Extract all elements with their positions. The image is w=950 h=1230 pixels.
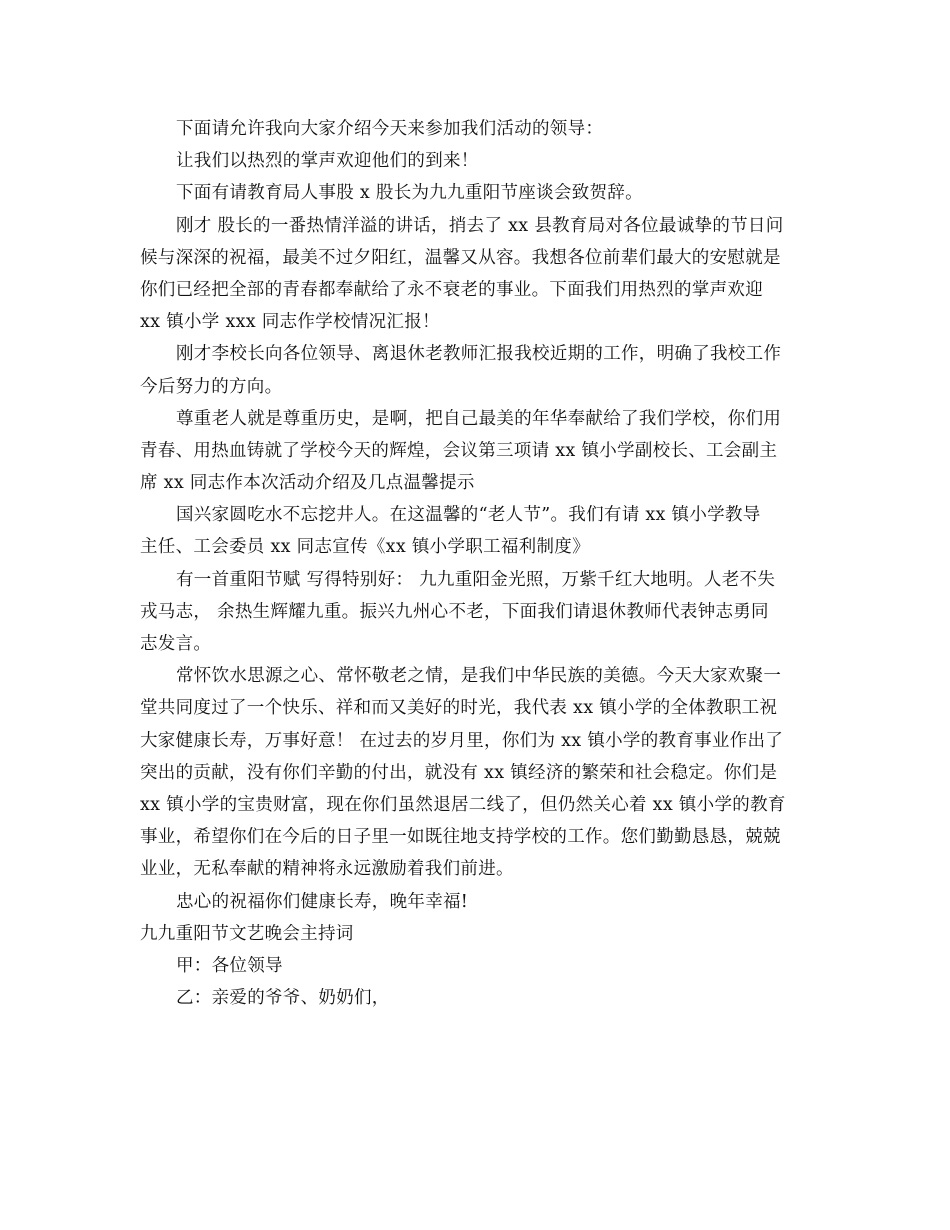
paragraph-line: 国兴家圆吃水不忘挖井人。在这温馨的“老人节”。我们有请 xx 镇小学教导 bbox=[176, 505, 761, 526]
paragraph-line: 志发言。 bbox=[140, 634, 212, 654]
paragraph-line: 下面请允许我向大家介绍今天来参加我们活动的领导： bbox=[176, 119, 604, 139]
paragraph-line: 堂共同度过了一个快乐、祥和而又美好的时光，我代表 xx 镇小学的全体教职工祝 bbox=[140, 698, 778, 719]
paragraph-line: 刚才李校长向各位领导、离退休老教师汇报我校近期的工作，明确了我校工作 bbox=[176, 344, 782, 365]
paragraph-line: xx 镇小学 xxx 同志作学校情况汇报！ bbox=[140, 312, 440, 333]
paragraph-line: 有一首重阳节赋 写得特别好： 九九重阳金光照，万紫千红大地明。人老不失 bbox=[176, 569, 776, 590]
paragraph-line: 你们已经把全部的青春都奉献给了永不衰老的事业。下面我们用热烈的掌声欢迎 bbox=[140, 279, 763, 300]
paragraph-line: 下面有请教育局人事股 x 股长为九九重阳节座谈会致贺辞。 bbox=[176, 183, 643, 204]
section-heading: 九九重阳节文艺晚会主持词 bbox=[140, 923, 354, 944]
paragraph-line: xx 镇小学的宝贵财富，现在你们虽然退居二线了，但仍然关心着 xx 镇小学的教育 bbox=[140, 794, 786, 815]
paragraph-line: 候与深深的祝福，最美不过夕阳红，温馨又从容。我想各位前辈们最大的安慰就是 bbox=[140, 247, 781, 268]
paragraph-line: 忠心的祝福你们健康长寿，晚年幸福! bbox=[176, 891, 469, 912]
paragraph-line: 席 xx 同志作本次活动介绍及几点温馨提示 bbox=[140, 473, 475, 494]
paragraph-line: 甲：各位领导 bbox=[176, 955, 283, 976]
paragraph-line: 今后努力的方向。 bbox=[140, 376, 283, 397]
paragraph-line: 业业，无私奉献的精神将永远激励着我们前进。 bbox=[140, 859, 514, 880]
paragraph-line: 乙：亲爱的爷爷、奶奶们， bbox=[176, 988, 390, 1009]
paragraph-line: 常怀饮水思源之心、常怀敬老之情，是我们中华民族的美德。今天大家欢聚一 bbox=[176, 666, 782, 687]
paragraph-line: 事业，希望你们在今后的日子里一如既往地支持学校的工作。您们勤勤恳恳，兢兢 bbox=[140, 827, 781, 848]
paragraph-line: 戎马志， 余热生辉耀九重。振兴九州心不老，下面我们请退休教师代表钟志勇同 bbox=[140, 601, 769, 622]
paragraph-line: 尊重老人就是尊重历史，是啊，把自己最美的年华奉献给了我们学校，你们用 bbox=[176, 408, 782, 429]
paragraph-line: 让我们以热烈的掌声欢迎他们的到来！ bbox=[176, 151, 479, 172]
paragraph-line: 青春、用热血铸就了学校今天的辉煌，会议第三项请 xx 镇小学副校长、工会副主 bbox=[140, 440, 778, 461]
document-body bbox=[140, 113, 812, 1014]
paragraph-line: 突出的贡献，没有你们辛勤的付出，就没有 xx 镇经济的繁荣和社会稳定。你们是 bbox=[140, 762, 778, 783]
paragraph-line: 主任、工会委员 xx 同志宣传《xx 镇小学职工福利制度》 bbox=[140, 537, 590, 558]
paragraph-line: 大家健康长寿，万事好意！ 在过去的岁月里，你们为 xx 镇小学的教育事业作出了 bbox=[140, 730, 784, 751]
paragraph-line: 刚才 股长的一番热情洋溢的讲话，捎去了 xx 县教育局对各位最诚挚的节日问 bbox=[176, 215, 784, 236]
